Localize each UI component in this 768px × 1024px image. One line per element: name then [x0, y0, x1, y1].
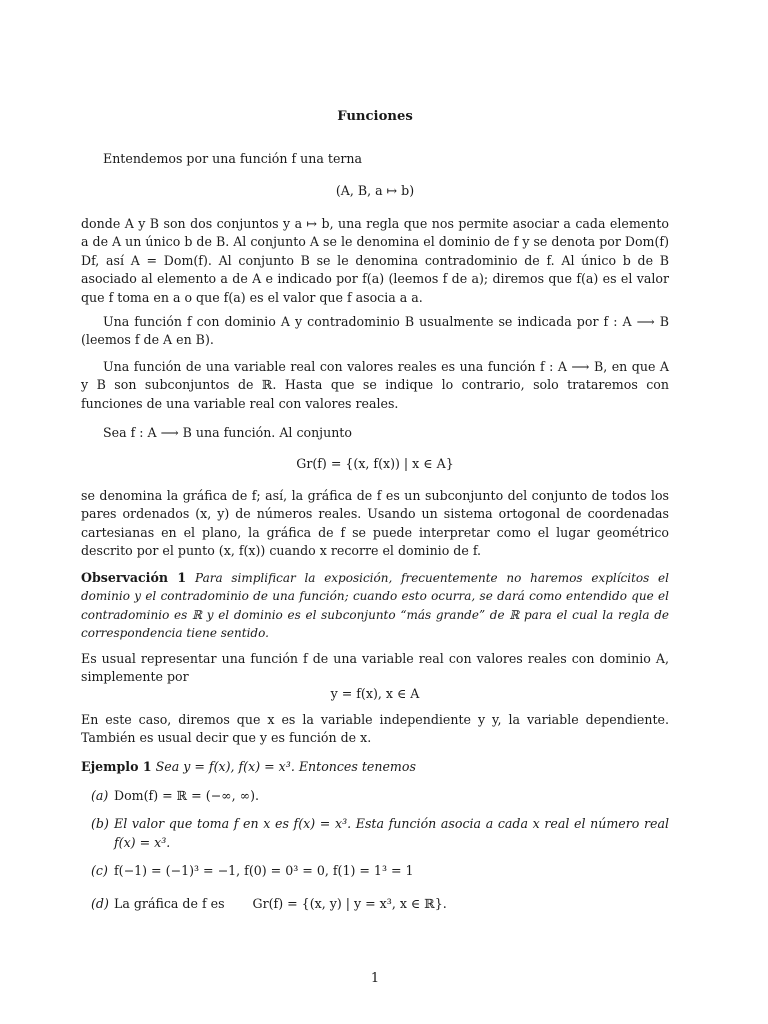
equation-terna: (A, B, a ↦ b) — [335, 183, 415, 198]
item-text: La gráfica de f es Gr(f) = {(x, y) | y = x³, x ∈ ℝ}. — [114, 895, 447, 911]
item-text: Dom(f) = ℝ = (−∞, ∞). — [114, 788, 260, 803]
list-item — [81, 815, 669, 852]
remark-label: Observación 1 — [81, 570, 187, 585]
equation-graph: Gr(f) = {(x, f(x)) | x ∈ A} — [296, 456, 454, 471]
item-label: (d) — [91, 895, 109, 911]
list-item — [81, 895, 669, 913]
example-block — [81, 758, 669, 776]
item-text: El valor que toma f en x es f(x) = x³. Esta función asocia a cada x real el número real f(x) = x³. — [114, 816, 669, 850]
example-label: Ejemplo 1 — [81, 759, 152, 774]
section-title: Funciones — [337, 109, 413, 124]
paragraph-notation: Una función f con dominio A y contradominio B usualmente se indicada por f : A ⟶ B (leemos f de A en B). — [81, 314, 669, 348]
list-item — [81, 787, 669, 805]
item-text: f(−1) = (−1)³ = −1, f(0) = 0³ = 0, f(1) = 1³ = 1 — [114, 863, 414, 879]
paragraph-real-function: Una función de una variable real con valores reales es una función f : A ⟶ B, en que A y B son subconjuntos de ℝ. Hasta que se indique lo contrario, solo trataremos con funciones de una variable real con valores reales. — [81, 359, 669, 411]
paragraph-intro: Entendemos por una función f una terna — [103, 151, 363, 166]
example-items-list — [81, 787, 669, 913]
remark-block — [81, 569, 669, 643]
equation-y-fx: y = f(x), x ∈ A — [330, 686, 420, 701]
paragraph-graph-intro: Sea f : A ⟶ B una función. Al conjunto — [103, 425, 352, 440]
list-item — [81, 862, 669, 880]
item-label: (c) — [91, 863, 108, 879]
paragraph-variables: En este caso, diremos que x es la variable independiente y y, la variable dependiente. También es usual decir que y es función de x. — [81, 712, 669, 746]
paragraph-graph-def: se denomina la gráfica de f; así, la gráfica de f es un subconjunto del conjunto de todos los pares ordenados (x, y) de números reales. Usando un sistema ortogonal de coordenadas cartesianas en el plano, la gráfica de f se puede interpretar como el lugar geométrico descrito por el punto (x, f(x)) cuando x recorre el dominio de f. — [81, 488, 669, 559]
example-text: Sea y = f(x), f(x) = x³. Entonces tenemos — [155, 759, 416, 774]
paragraph-usual-representation: Es usual representar una función f de una variable real con valores reales con dominio A, simplemente por — [81, 651, 669, 685]
page-number: 1 — [370, 971, 380, 986]
paragraph-definition: donde A y B son dos conjuntos y a ↦ b, una regla que nos permite asociar a cada elemento a de A un único b de B. Al conjunto A se le denomina el dominio de f y se denota por Dom(f) Df, así A = Dom(f). Al conjunto B se le denomina contradominio de f. Al único b de B asociado al elemento a de A e indicado por f(a) (leemos f de a); diremos que f(a) es el valor que f toma en a o que f(a) es el valor que f asocia a a. — [81, 216, 669, 305]
item-label: (a) — [91, 788, 109, 803]
remark-text: Para simplificar la exposición, frecuentemente no haremos explícitos el dominio y el contradominio de una función; cuando esto ocurra, se dará como entendido que el contradominio es ℝ y el dominio es el subconjunto “más grande” de ℝ para el cual la regla de correspondencia tiene sentido. — [81, 571, 669, 641]
item-label: (b) — [91, 816, 109, 832]
